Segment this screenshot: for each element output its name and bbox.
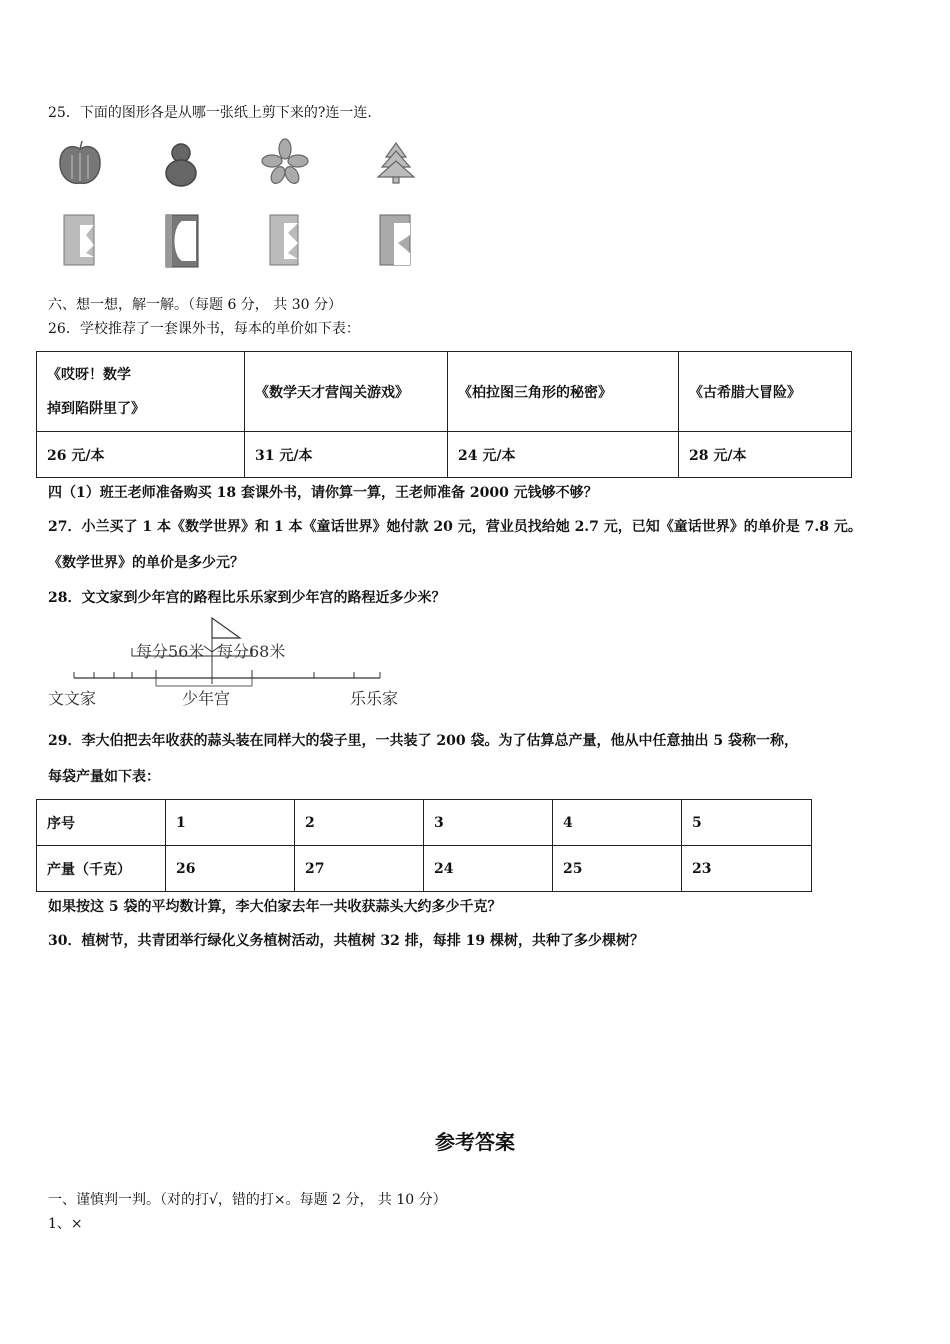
index-cell: 3 <box>424 800 553 846</box>
book-name: 《哎呀！数学 <box>47 366 131 383</box>
book-name-cell <box>679 352 852 432</box>
book-name-cont: 掉到陷阱里了》 <box>47 400 145 417</box>
q29-line2: 每袋产量如下表： <box>48 769 160 785</box>
book-name-cell <box>448 352 679 432</box>
q27-line2: 《数学世界》的单价是多少元？ <box>48 555 244 571</box>
q28-title: 28．文文家到少年宫的路程比乐乐家到少年宫的路程近多少米？ <box>48 590 446 606</box>
book-name-row <box>37 352 852 432</box>
section6-title: 六、想一想，解一解。（每题 6 分， 共 30 分） <box>48 297 342 313</box>
yield-header: 产量（千克） <box>37 846 166 892</box>
yield-cell: 27 <box>295 846 424 892</box>
index-cell: 5 <box>682 800 812 846</box>
book-name-cell <box>37 352 245 432</box>
q26-title: 26．学校推荐了一套课外书，每本的单价如下表： <box>48 321 360 337</box>
paper-e-1 <box>64 215 94 265</box>
wenwen-home-label: 文文家 <box>48 689 97 708</box>
q25-title: 25．下面的图形各是从哪一张纸上剪下来的?连一连. <box>48 105 372 121</box>
q25-shapes <box>50 135 430 275</box>
answer-title: 参考答案 <box>435 1130 515 1154</box>
q26-book-table <box>36 351 852 478</box>
q29-question: 如果按这 5 袋的平均数计算，李大伯家去年一共收获蒜头大约多少千克？ <box>48 899 502 915</box>
q29-yield-table <box>36 799 812 892</box>
index-row <box>37 800 812 846</box>
yield-cell: 26 <box>166 846 295 892</box>
paper-c <box>166 215 198 267</box>
book-price: 24 元/本 <box>448 432 679 478</box>
answer-section1-title: 一、谨慎判一判。（对的打√，错的打×。每题 2 分， 共 10 分） <box>48 1192 447 1208</box>
flower-shape <box>262 139 308 186</box>
q29-line1: 29．李大伯把去年收获的蒜头装在同样大的袋子里，一共装了 200 袋。为了估算总产量，他从中任意抽出 5 袋称一称， <box>48 733 798 749</box>
paper-e-3 <box>380 215 410 265</box>
book-price: 31 元/本 <box>245 432 448 478</box>
book-name-cell <box>245 352 448 432</box>
q26-question: 四（1）班王老师准备购买 18 套课外书，请你算一算，王老师准备 2000 元钱够不够？ <box>48 485 598 501</box>
book-name: 《古希腊大冒险》 <box>689 384 801 401</box>
answer-1: 1、× <box>48 1216 83 1232</box>
index-header: 序号 <box>37 800 166 846</box>
book-name: 《柏拉图三角形的秘密》 <box>458 384 612 401</box>
number-line-ticks <box>74 670 380 684</box>
q30-text: 30．植树节，共青团举行绿化义务植树活动，共植树 32 排，每排 19 棵树，共种了多少棵树？ <box>48 933 644 949</box>
right-speed-label: 每分68米 <box>217 642 286 661</box>
yield-cell: 25 <box>553 846 682 892</box>
yield-cell: 24 <box>424 846 553 892</box>
index-cell: 4 <box>553 800 682 846</box>
gourd-shape <box>166 144 196 186</box>
book-price: 26 元/本 <box>37 432 245 478</box>
book-price: 28 元/本 <box>679 432 852 478</box>
youth-palace-label: 少年宫 <box>182 689 231 708</box>
tree-shape <box>378 143 414 183</box>
index-cell: 2 <box>295 800 424 846</box>
book-name: 《数学天才营闯关游戏》 <box>255 384 409 401</box>
q27-line1: 27．小兰买了 1 本《数学世界》和 1 本《童话世界》她付款 20 元，营业员找给她 2.7 元，已知《童话世界》的单价是 7.8 元。 <box>48 519 862 535</box>
index-cell: 1 <box>166 800 295 846</box>
apple-shape <box>60 141 100 183</box>
yield-row <box>37 846 812 892</box>
left-speed-label: 每分56米 <box>136 642 205 661</box>
yield-cell: 23 <box>682 846 812 892</box>
q28-distance-diagram <box>44 612 424 712</box>
book-price-row <box>37 432 852 478</box>
paper-e-2 <box>270 215 298 265</box>
lele-home-label: 乐乐家 <box>350 689 399 708</box>
